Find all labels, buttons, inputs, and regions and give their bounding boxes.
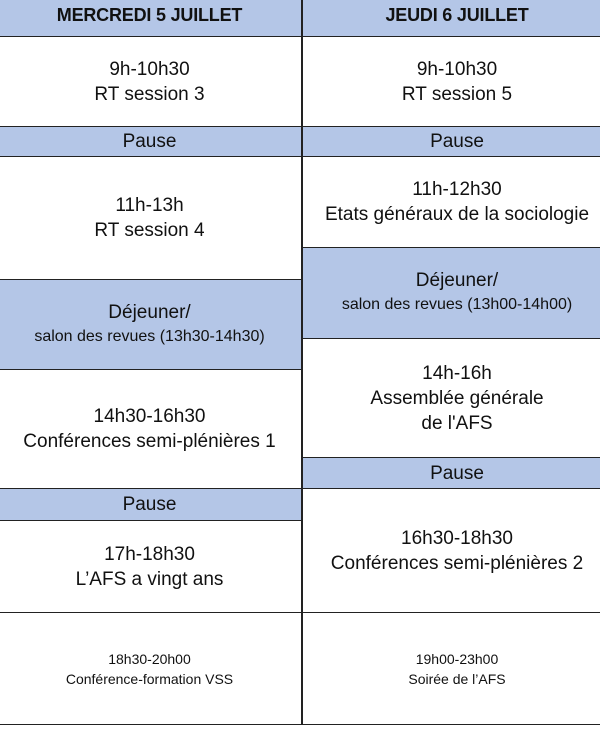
- pause-cell: [0, 126, 302, 157]
- dejeuner-detail: salon des revues (13h30-14h30): [34, 327, 265, 345]
- session-title: RT session 3: [94, 83, 205, 105]
- pause-label: Pause: [430, 131, 484, 152]
- session-time: 14h30-16h30: [93, 406, 206, 427]
- dejeuner-label: Déjeuner/: [415, 270, 499, 291]
- pause-label: Pause: [122, 131, 177, 152]
- dejeuner-cell: [0, 279, 302, 370]
- pause-label: Pause: [430, 462, 484, 484]
- session-time: 14h-16h: [422, 362, 492, 384]
- session-cell: [302, 156, 600, 248]
- session-time: 16h30-18h30: [401, 527, 513, 549]
- day-header-label: MERCREDI 5 JUILLET: [56, 5, 243, 25]
- session-title: L’AFS a vingt ans: [75, 568, 224, 590]
- session-title: RT session 5: [401, 83, 513, 105]
- day-header: [0, 0, 302, 37]
- session-cell: [302, 338, 600, 458]
- column-jeudi: [302, 0, 600, 725]
- session-cell: [0, 369, 302, 489]
- session-cell: [0, 520, 302, 613]
- session-time: 17h-18h30: [104, 543, 195, 565]
- day-header: [302, 0, 600, 37]
- session-cell: [0, 156, 302, 280]
- dejeuner-cell: [302, 247, 600, 339]
- session-title: Conférences semi-plénières 1: [23, 431, 276, 452]
- session-cell: [0, 36, 302, 127]
- session-title: Soirée de l’AFS: [408, 670, 506, 687]
- session-title: RT session 4: [94, 220, 205, 241]
- dejeuner-detail: salon des revues (13h00-14h00): [341, 296, 573, 313]
- day-header-label: JEUDI 6 JUILLET: [385, 5, 529, 25]
- session-title-line2: de l'AFS: [421, 412, 493, 434]
- session-cell: [302, 612, 600, 725]
- session-title: Etats généraux de la sociologie: [324, 204, 590, 225]
- session-title: Assemblée générale: [370, 387, 544, 409]
- session-cell: [0, 612, 302, 725]
- session-title: Conférence-formation VSS: [65, 670, 234, 687]
- dejeuner-label: Déjeuner/: [108, 301, 191, 323]
- session-time: 11h-13h: [115, 195, 184, 216]
- session-time: 11h-12h30: [412, 179, 502, 200]
- session-time: 18h30-20h00: [108, 650, 191, 667]
- session-time: 19h00-23h00: [415, 650, 499, 667]
- pause-label: Pause: [122, 494, 177, 515]
- session-cell: [302, 36, 600, 127]
- session-time: 9h-10h30: [416, 58, 498, 80]
- pause-cell: [0, 488, 302, 521]
- session-title: Conférences semi-plénières 2: [330, 552, 584, 574]
- session-cell: [302, 488, 600, 613]
- column-mercredi: [0, 0, 302, 725]
- pause-cell: [302, 457, 600, 489]
- pause-cell: [302, 126, 600, 157]
- session-time: 9h-10h30: [109, 58, 190, 80]
